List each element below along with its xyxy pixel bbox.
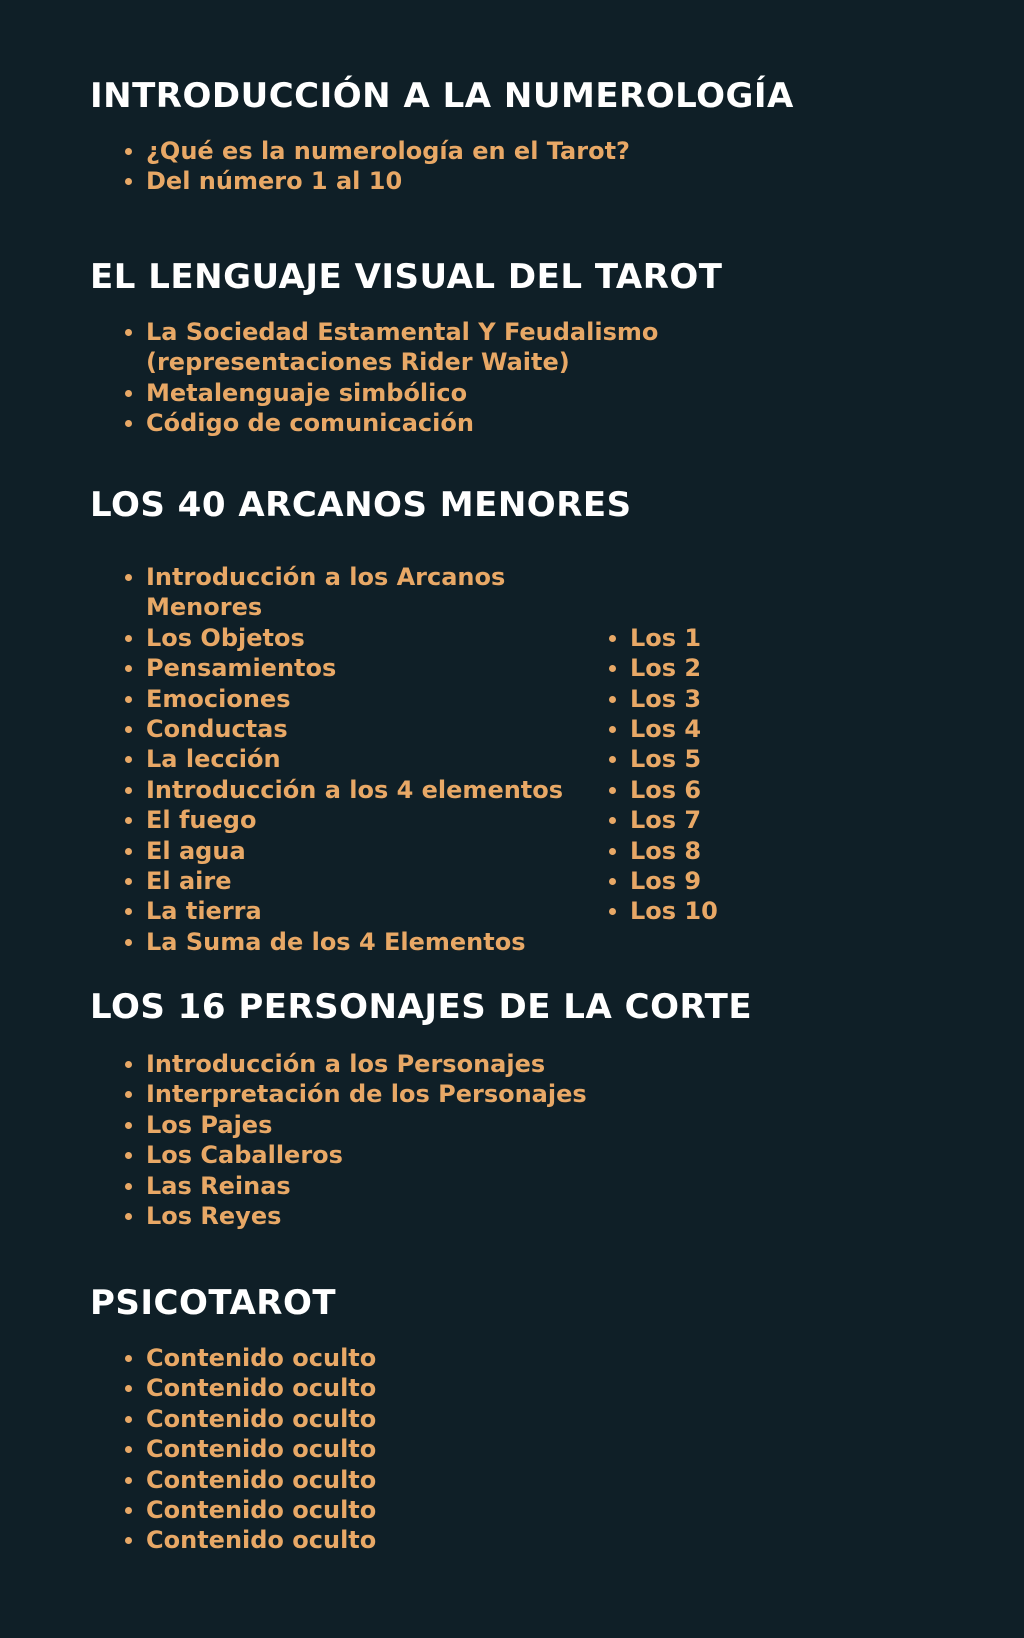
list-item: Los 4 — [582, 714, 718, 744]
list-item: Contenido oculto — [90, 1465, 990, 1495]
list-item: Los 10 — [582, 896, 718, 926]
list-item: Los 6 — [582, 775, 718, 805]
list-item: Los 5 — [582, 744, 718, 774]
list-item: Los 7 — [582, 805, 718, 835]
section-title: PSICOTAROT — [90, 1283, 337, 1323]
section-title: LOS 16 PERSONAJES DE LA CORTE — [90, 987, 753, 1027]
list-item: Los 9 — [582, 866, 718, 896]
list-item: El aire — [90, 866, 582, 896]
list-item: Los 3 — [582, 684, 718, 714]
section-item-list — [90, 562, 582, 957]
list-item: Contenido oculto — [90, 1525, 990, 1555]
list-item: Los Objetos — [90, 623, 582, 653]
section-arcanos-menores — [90, 485, 990, 957]
list-item: Los Pajes — [90, 1110, 990, 1140]
list-item: Los 8 — [582, 836, 718, 866]
list-item: Los Reyes — [90, 1201, 990, 1231]
list-item: Emociones — [90, 684, 582, 714]
section-title: EL LENGUAJE VISUAL DEL TAROT — [90, 257, 723, 297]
list-item: Código de comunicación — [90, 408, 990, 438]
list-item: Contenido oculto — [90, 1495, 990, 1525]
section-number-list — [582, 623, 718, 927]
list-item: Introducción a los Personajes — [90, 1049, 990, 1079]
list-item: Introducción a los Arcanos Menores — [90, 562, 582, 623]
list-item: Del número 1 al 10 — [90, 166, 990, 196]
section-personajes-corte — [90, 987, 990, 1231]
list-item: Los 1 — [582, 623, 718, 653]
list-item: Los 2 — [582, 653, 718, 683]
list-item: Contenido oculto — [90, 1373, 990, 1403]
list-item: Introducción a los 4 elementos — [90, 775, 582, 805]
list-item: La tierra — [90, 896, 582, 926]
arcanos-columns — [90, 562, 990, 957]
list-item: La Suma de los 4 Elementos — [90, 927, 582, 957]
list-item: Pensamientos — [90, 653, 582, 683]
arcanos-topics-column — [90, 562, 582, 957]
section-item-list — [90, 1343, 990, 1556]
list-item: La Sociedad Estamental Y Feudalismo (representaciones Rider Waite) — [90, 317, 990, 378]
section-title: LOS 40 ARCANOS MENORES — [90, 485, 632, 525]
list-item: Contenido oculto — [90, 1404, 990, 1434]
list-item: El fuego — [90, 805, 582, 835]
section-title: INTRODUCCIÓN A LA NUMEROLOGÍA — [90, 76, 794, 116]
section-numerologia — [90, 76, 990, 197]
list-item: ¿Qué es la numerología en el Tarot? — [90, 136, 990, 166]
section-psicotarot — [90, 1283, 990, 1556]
list-item: Los Caballeros — [90, 1140, 990, 1170]
list-item: El agua — [90, 836, 582, 866]
section-item-list — [90, 317, 990, 439]
arcanos-numbers-column — [582, 562, 718, 957]
list-item: Contenido oculto — [90, 1434, 990, 1464]
list-item: Conductas — [90, 714, 582, 744]
list-item: La lección — [90, 744, 582, 774]
list-item: Interpretación de los Personajes — [90, 1079, 990, 1109]
list-item: Contenido oculto — [90, 1343, 990, 1373]
list-item: Las Reinas — [90, 1171, 990, 1201]
list-item: Metalenguaje simbólico — [90, 378, 990, 408]
section-lenguaje-visual — [90, 257, 990, 439]
section-item-list — [90, 136, 990, 197]
section-item-list — [90, 1049, 990, 1231]
